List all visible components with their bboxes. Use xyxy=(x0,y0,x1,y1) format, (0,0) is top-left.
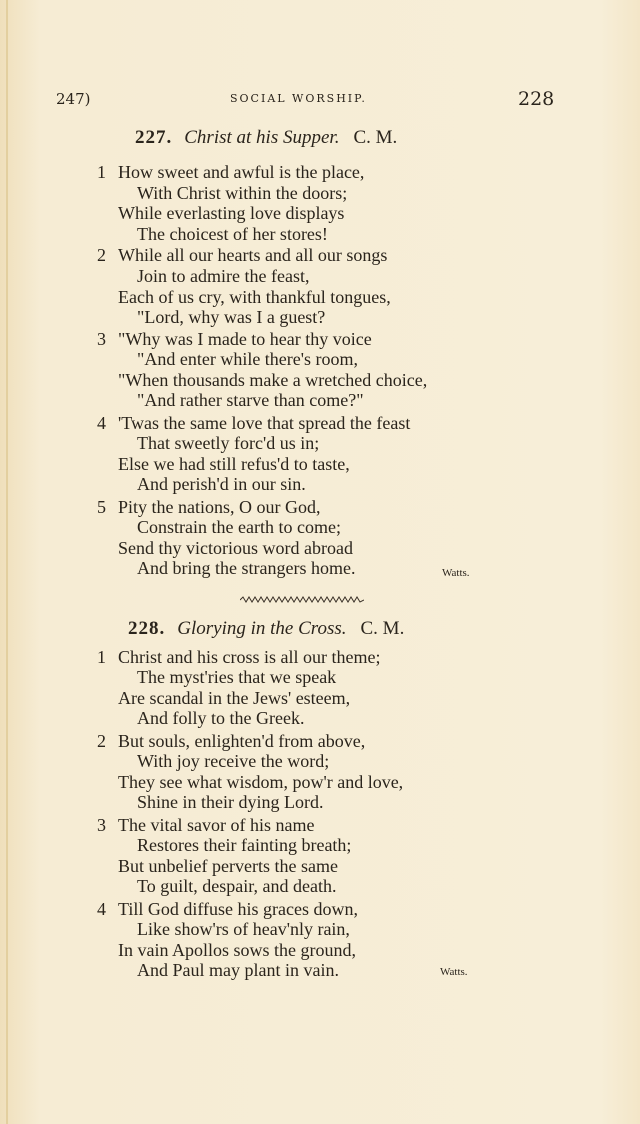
verse-line: Shine in their dying Lord. xyxy=(137,792,324,812)
verse-line: And perish'd in our sin. xyxy=(137,474,306,494)
hymn-meter: C. M. xyxy=(353,127,398,148)
verse-line: "Lord, why was I a guest? xyxy=(137,307,326,327)
verse-line: Each of us cry, with thankful tongues, xyxy=(118,287,391,307)
verse-line: But unbelief perverts the same xyxy=(118,856,338,876)
verse-line: Send thy victorious word abroad xyxy=(118,538,353,558)
verse-line: With joy receive the word; xyxy=(137,751,330,771)
verse-number: 5 xyxy=(97,497,106,517)
verse-line: "When thousands make a wretched choice, xyxy=(118,370,428,390)
verse-line: 'Twas the same love that spread the feast xyxy=(118,413,411,433)
verse-line: Restores their fainting breath; xyxy=(137,835,352,855)
verse-line: Like show'rs of heav'nly rain, xyxy=(137,919,350,939)
verse-number: 2 xyxy=(97,731,106,751)
verse-line: And Paul may plant in vain. xyxy=(137,960,339,980)
verse-line: In vain Apollos sows the ground, xyxy=(118,940,356,960)
verse-line: How sweet and awful is the place, xyxy=(118,162,365,182)
hymn-title: Christ at his Supper. xyxy=(184,127,340,148)
verse-line: Pity the nations, O our God, xyxy=(118,497,321,517)
hymn-attribution: Watts. xyxy=(440,966,468,978)
verse-line: The myst'ries that we speak xyxy=(137,667,337,687)
verse-line: And bring the strangers home. xyxy=(137,558,356,578)
header-left-mark: 247) xyxy=(56,90,91,108)
hymn-attribution: Watts. xyxy=(442,567,470,579)
verse-number: 3 xyxy=(97,329,106,349)
page-number: 228 xyxy=(518,88,555,110)
verse-line: The choicest of her stores! xyxy=(137,224,328,244)
verse-number: 3 xyxy=(97,815,106,835)
hymn-227-heading xyxy=(135,127,640,149)
verse-line: To guilt, despair, and death. xyxy=(137,876,337,896)
verse-line: But souls, enlighten'd from above, xyxy=(118,731,366,751)
verse-line: Christ and his cross is all our theme; xyxy=(118,647,381,667)
verse-number: 4 xyxy=(97,899,106,919)
hymn-title: Glorying in the Cross. xyxy=(177,618,347,639)
verse-line: Constrain the earth to come; xyxy=(137,517,341,537)
hymn-228-heading xyxy=(128,618,640,640)
hymn-number: 227. xyxy=(135,127,173,148)
verse-line: The vital savor of his name xyxy=(118,815,315,835)
verse-line: Till God diffuse his graces down, xyxy=(118,899,358,919)
running-header xyxy=(0,88,640,112)
verse-line: That sweetly forc'd us in; xyxy=(137,433,320,453)
verse-line: And folly to the Greek. xyxy=(137,708,305,728)
verse-number: 2 xyxy=(97,245,106,265)
ornamental-divider xyxy=(240,596,364,604)
verse-number: 1 xyxy=(97,647,106,667)
verse-line: "And enter while there's room, xyxy=(137,349,359,369)
verse-line: With Christ within the doors; xyxy=(137,183,348,203)
verse-line: While all our hearts and all our songs xyxy=(118,245,388,265)
header-section-title: SOCIAL WORSHIP. xyxy=(230,92,367,105)
hymn-number: 228. xyxy=(128,618,166,639)
hymn-meter: C. M. xyxy=(360,618,405,639)
verse-line: Join to admire the feast, xyxy=(137,266,310,286)
verse-number: 4 xyxy=(97,413,106,433)
verse-line: Else we had still refus'd to taste, xyxy=(118,454,350,474)
verse-line: "Why was I made to hear thy voice xyxy=(118,329,372,349)
verse-number: 1 xyxy=(97,162,106,182)
verse-line: While everlasting love displays xyxy=(118,203,345,223)
verse-line: They see what wisdom, pow'r and love, xyxy=(118,772,404,792)
page-edge xyxy=(6,0,8,1124)
verse-line: "And rather starve than come?" xyxy=(137,390,364,410)
verse-line: Are scandal in the Jews' esteem, xyxy=(118,688,351,708)
